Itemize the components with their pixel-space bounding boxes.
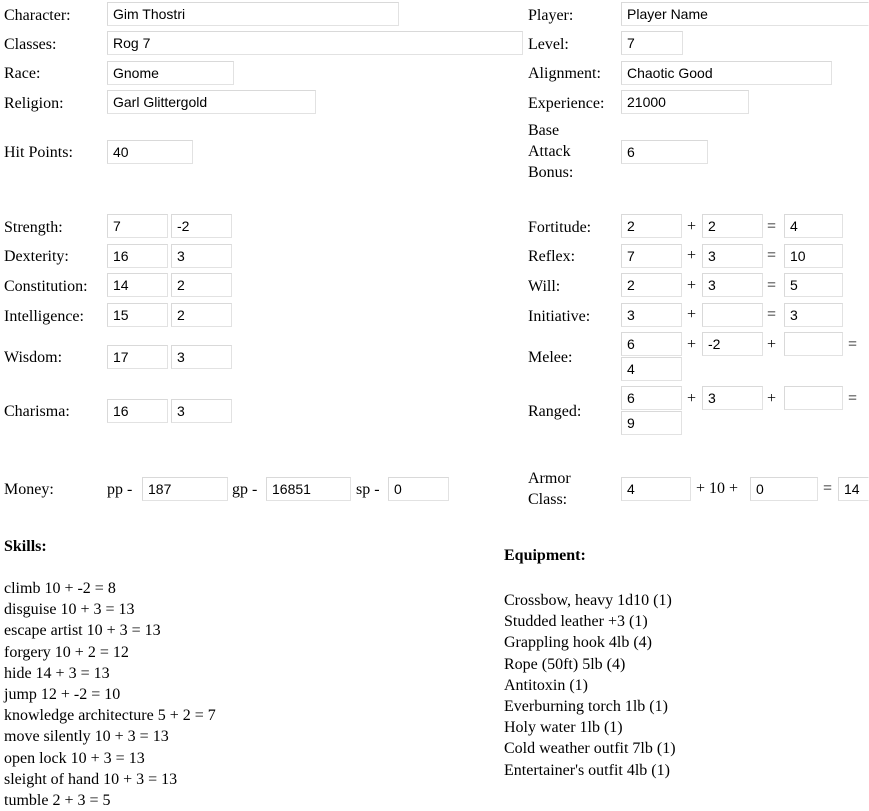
charisma-label: Charisma: bbox=[4, 403, 70, 420]
pp-label: pp - bbox=[107, 481, 133, 498]
plus-sign: + bbox=[687, 218, 697, 235]
equals-sign: = bbox=[767, 247, 777, 264]
strength-score-input[interactable]: 7 bbox=[107, 214, 168, 238]
plus-sign: + bbox=[687, 247, 697, 264]
experience-label: Experience: bbox=[528, 95, 605, 112]
character-input[interactable]: Gim Thostri bbox=[107, 2, 399, 26]
race-input[interactable]: Gnome bbox=[107, 61, 234, 85]
plus-sign: + bbox=[687, 306, 697, 323]
sp-label: sp - bbox=[356, 481, 380, 498]
armor-class-label: Armor Class: bbox=[528, 470, 571, 508]
list-item: Grappling hook 4lb (4) bbox=[504, 634, 652, 652]
bab-label: Base Attack Bonus: bbox=[528, 122, 574, 181]
constitution-label: Constitution: bbox=[4, 278, 88, 295]
player-input[interactable]: Player Name bbox=[621, 2, 869, 26]
sp-input[interactable]: 0 bbox=[388, 477, 449, 501]
list-item: climb 10 + -2 = 8 bbox=[4, 580, 116, 597]
initiative-total-input[interactable]: 3 bbox=[784, 303, 843, 327]
equipment-list bbox=[504, 590, 676, 781]
will-label: Will: bbox=[528, 278, 561, 295]
ac-armor-input[interactable]: 4 bbox=[621, 477, 691, 501]
list-item: open lock 10 + 3 = 13 bbox=[4, 749, 145, 767]
strength-mod-input[interactable]: -2 bbox=[171, 214, 232, 238]
reflex-base-input[interactable]: 7 bbox=[621, 244, 682, 268]
list-item: tumble 2 + 3 = 5 bbox=[4, 792, 111, 810]
classes-label: Classes: bbox=[4, 36, 57, 53]
ranged-total-input[interactable]: 9 bbox=[621, 411, 682, 435]
initiative-misc-input[interactable] bbox=[702, 303, 763, 327]
dexterity-score-input[interactable]: 16 bbox=[107, 244, 168, 268]
list-item: forgery 10 + 2 = 12 bbox=[4, 643, 129, 661]
equipment-heading: Equipment: bbox=[504, 547, 586, 564]
list-item: Studded leather +3 (1) bbox=[504, 613, 648, 631]
equals-sign: = bbox=[823, 480, 833, 497]
list-item: Entertainer's outfit 4lb (1) bbox=[504, 761, 670, 779]
plus-sign: + bbox=[767, 390, 777, 407]
character-label: Character: bbox=[4, 7, 71, 24]
level-label: Level: bbox=[528, 36, 569, 53]
plus-sign: + bbox=[687, 277, 697, 294]
player-label: Player: bbox=[528, 7, 574, 24]
skills-list bbox=[4, 578, 216, 811]
list-item: hide 14 + 3 = 13 bbox=[4, 664, 110, 682]
alignment-input[interactable]: Chaotic Good bbox=[621, 61, 832, 85]
plus-sign: + bbox=[687, 336, 697, 353]
dexterity-label: Dexterity: bbox=[4, 248, 69, 265]
money-label: Money: bbox=[4, 481, 54, 498]
intelligence-mod-input[interactable]: 2 bbox=[171, 303, 232, 327]
equals-sign: = bbox=[848, 336, 858, 353]
ranged-label: Ranged: bbox=[528, 403, 582, 420]
melee-total-input[interactable]: 4 bbox=[621, 357, 682, 381]
ranged-base-input[interactable]: 6 bbox=[621, 386, 682, 410]
list-item: disguise 10 + 3 = 13 bbox=[4, 601, 135, 619]
fortitude-label: Fortitude: bbox=[528, 219, 592, 236]
list-item: escape artist 10 + 3 = 13 bbox=[4, 622, 161, 640]
list-item: Cold weather outfit 7lb (1) bbox=[504, 740, 676, 758]
ac-misc-input[interactable]: 0 bbox=[750, 477, 818, 501]
wisdom-label: Wisdom: bbox=[4, 349, 63, 366]
wisdom-mod-input[interactable]: 3 bbox=[171, 345, 232, 369]
equals-sign: = bbox=[848, 390, 858, 407]
charisma-score-input[interactable]: 16 bbox=[107, 399, 168, 423]
fortitude-mod-input[interactable]: 2 bbox=[702, 214, 763, 238]
charisma-mod-input[interactable]: 3 bbox=[171, 399, 232, 423]
ranged-misc-input[interactable] bbox=[784, 386, 843, 410]
list-item: Rope (50ft) 5lb (4) bbox=[504, 655, 626, 673]
list-item: Antitoxin (1) bbox=[504, 676, 588, 694]
religion-input[interactable]: Garl Glittergold bbox=[107, 90, 316, 114]
list-item: jump 12 + -2 = 10 bbox=[4, 686, 121, 704]
gp-label: gp - bbox=[232, 481, 258, 498]
ac-total-input[interactable]: 14 bbox=[838, 477, 869, 501]
initiative-base-input[interactable]: 3 bbox=[621, 303, 682, 327]
reflex-label: Reflex: bbox=[528, 248, 576, 265]
ranged-mod-input[interactable]: 3 bbox=[702, 386, 763, 410]
list-item: Holy water 1lb (1) bbox=[504, 719, 623, 737]
intelligence-score-input[interactable]: 15 bbox=[107, 303, 168, 327]
constitution-score-input[interactable]: 14 bbox=[107, 273, 168, 297]
skills-heading: Skills: bbox=[4, 538, 47, 555]
list-item: sleight of hand 10 + 3 = 13 bbox=[4, 770, 178, 788]
will-mod-input[interactable]: 3 bbox=[702, 273, 763, 297]
dexterity-mod-input[interactable]: 3 bbox=[171, 244, 232, 268]
melee-misc-input[interactable] bbox=[784, 332, 843, 356]
will-total-input[interactable]: 5 bbox=[784, 273, 843, 297]
intelligence-label: Intelligence: bbox=[4, 308, 84, 325]
will-base-input[interactable]: 2 bbox=[621, 273, 682, 297]
constitution-mod-input[interactable]: 2 bbox=[171, 273, 232, 297]
bab-input[interactable]: 6 bbox=[621, 140, 708, 164]
hit-points-label: Hit Points: bbox=[4, 144, 73, 161]
strength-label: Strength: bbox=[4, 219, 63, 236]
gp-input[interactable]: 16851 bbox=[266, 477, 351, 501]
hit-points-input[interactable]: 40 bbox=[107, 140, 193, 164]
initiative-label: Initiative: bbox=[528, 308, 591, 325]
level-input[interactable]: 7 bbox=[621, 31, 683, 55]
equals-sign: = bbox=[767, 277, 777, 294]
wisdom-score-input[interactable]: 17 bbox=[107, 345, 168, 369]
experience-input[interactable]: 21000 bbox=[621, 90, 749, 114]
list-item: knowledge architecture 5 + 2 = 7 bbox=[4, 707, 216, 725]
melee-mod-input[interactable]: -2 bbox=[702, 332, 763, 356]
pp-input[interactable]: 187 bbox=[142, 477, 228, 501]
religion-label: Religion: bbox=[4, 95, 64, 112]
melee-label: Melee: bbox=[528, 349, 573, 366]
plus-sign: + bbox=[767, 336, 777, 353]
classes-input[interactable]: Rog 7 bbox=[107, 31, 523, 55]
alignment-label: Alignment: bbox=[528, 65, 601, 82]
melee-base-input[interactable]: 6 bbox=[621, 332, 682, 356]
plus-ten-plus: + 10 + bbox=[696, 480, 739, 497]
fortitude-total-input[interactable]: 4 bbox=[784, 214, 843, 238]
equals-sign: = bbox=[767, 306, 777, 323]
list-item: Everburning torch 1lb (1) bbox=[504, 698, 668, 716]
list-item: move silently 10 + 3 = 13 bbox=[4, 728, 169, 746]
reflex-total-input[interactable]: 10 bbox=[784, 244, 843, 268]
list-item: Crossbow, heavy 1d10 (1) bbox=[504, 592, 672, 609]
plus-sign: + bbox=[687, 390, 697, 407]
equals-sign: = bbox=[767, 218, 777, 235]
fortitude-base-input[interactable]: 2 bbox=[621, 214, 682, 238]
reflex-mod-input[interactable]: 3 bbox=[702, 244, 763, 268]
race-label: Race: bbox=[4, 65, 41, 82]
